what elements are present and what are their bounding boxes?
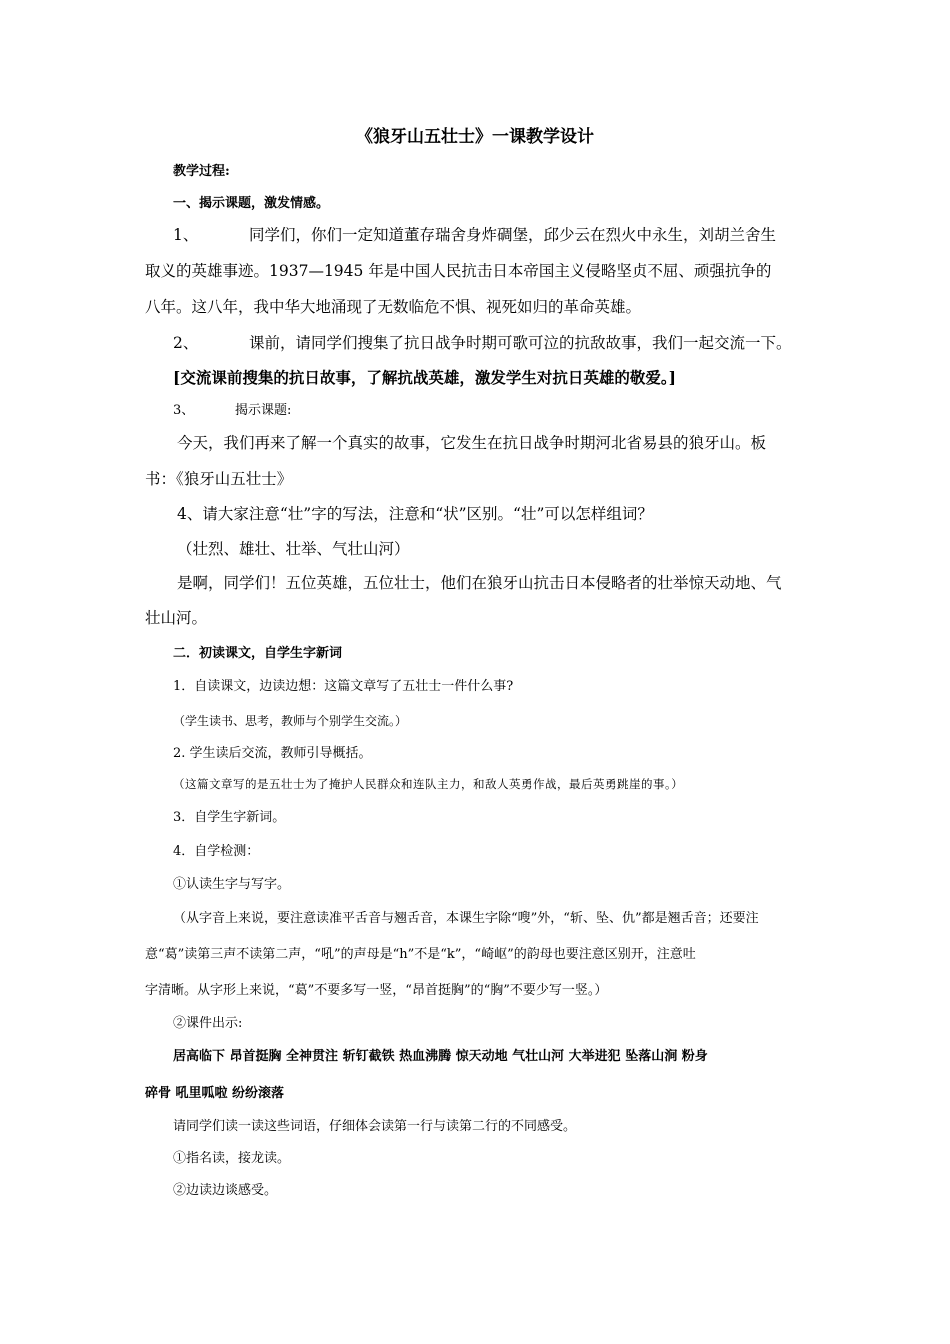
paragraph-2-text: 课前，请同学们搜集了抗日战争时期可歌可泣的抗敌故事，我们一起交流一下。	[249, 334, 792, 352]
question-2: 2. 学生读后交流，教师引导概括。	[173, 746, 372, 761]
document-title: 《狼牙山五壮士》一课教学设计	[356, 127, 594, 147]
exchange-note: [交流课前搜集的抗日故事，了解抗战英雄，激发学生对抗日英雄的敬爱。]	[173, 368, 676, 387]
check-item-1-explanation-line-3: 字清晰。从字形上来说，“葛”不要多写一竖，“昂首挺胸”的“胸”不要少写一竖。）	[145, 983, 608, 998]
question-2-note: （这篇文章写的是五壮士为了掩护人民群众和连队主力，和敌人英勇作战，最后英勇跳崖的事。）	[173, 777, 684, 791]
paragraph-5: 4、请大家注意“壮”字的写法，注意和“状”区别。“壮”可以怎样组词？	[177, 505, 653, 523]
vocabulary-line-2: 碎骨 吼里呱啦 纷纷滚落	[145, 1086, 285, 1101]
reading-step-2: ②边读边谈感受。	[173, 1183, 278, 1198]
section2-heading: 二．初读课文，自学生字新词	[173, 646, 343, 661]
section1-heading: 一、揭示课题，激发情感。	[173, 196, 330, 211]
paragraph-3-text: 揭示课题:	[235, 403, 292, 418]
paragraph-4-line-2: 书：《狼牙山五壮士》	[145, 470, 293, 488]
reading-instruction: 请同学们读一读这些词语，仔细体会读第一行与读第二行的不同感受。	[173, 1119, 577, 1134]
paragraph-3	[173, 404, 291, 417]
paragraph-1-line-3: 八年。这八年，我中华大地涌现了无数临危不惧、视死如归的革命英雄。	[145, 298, 642, 316]
paragraph-1-line-2: 取义的英雄事迹。1937—1945 年是中国人民抗击日本帝国主义侵略坚贞不屈、顽强抗争的	[145, 262, 772, 280]
question-3: 3．自学生字新词。	[173, 810, 286, 825]
check-item-2: ②课件出示:	[173, 1016, 243, 1031]
paragraph-6: （壮烈、雄壮、壮举、气壮山河）	[177, 540, 410, 558]
question-1: 1．自读课文，边读边想：这篇文章写了五壮士一件什么事?	[173, 679, 514, 694]
paragraph-2-number: 2、	[173, 334, 199, 352]
question-1-note: （学生读书、思考，教师与个别学生交流。）	[173, 714, 408, 728]
reading-step-1: ①指名读，接龙读。	[173, 1151, 291, 1166]
check-item-1: ①认读生字与写字。	[173, 877, 291, 892]
paragraph-1-line-1	[173, 228, 776, 244]
paragraph-2	[173, 336, 792, 352]
process-label: 教学过程:	[173, 164, 230, 179]
question-4: 4．自学检测：	[173, 844, 260, 859]
paragraph-7-line-1: 是啊，同学们！五位英雄，五位壮士，他们在狼牙山抗击日本侵略者的壮举惊天动地、气	[177, 574, 782, 592]
paragraph-4-line-1: 今天，我们再来了解一个真实的故事，它发生在抗日战争时期河北省易县的狼牙山。板	[177, 434, 767, 452]
check-item-1-explanation-line-2: 意“葛”读第三声不读第二声，“吼”的声母是“h”不是“k”，“崎岖”的韵母也要注意区别开，注意吐	[145, 947, 696, 962]
paragraph-7-line-2: 壮山河。	[145, 609, 208, 627]
check-item-1-explanation-line-1: （从字音上来说，要注意读准平舌音与翘舌音，本课生字除“嗖”外，“斩、坠、仇”都是翘舌音；还要注	[173, 911, 759, 926]
paragraph-3-number: 3、	[173, 403, 195, 418]
paragraph-1-number: 1、	[173, 226, 199, 244]
vocabulary-line-1: 居高临下 昂首挺胸 全神贯注 斩钉截铁 热血沸腾 惊天动地 气壮山河 大举进犯 坠落山涧 粉身	[173, 1049, 708, 1064]
paragraph-1-text: 同学们，你们一定知道董存瑞舍身炸碉堡，邱少云在烈火中永生，刘胡兰舍生	[249, 226, 777, 244]
